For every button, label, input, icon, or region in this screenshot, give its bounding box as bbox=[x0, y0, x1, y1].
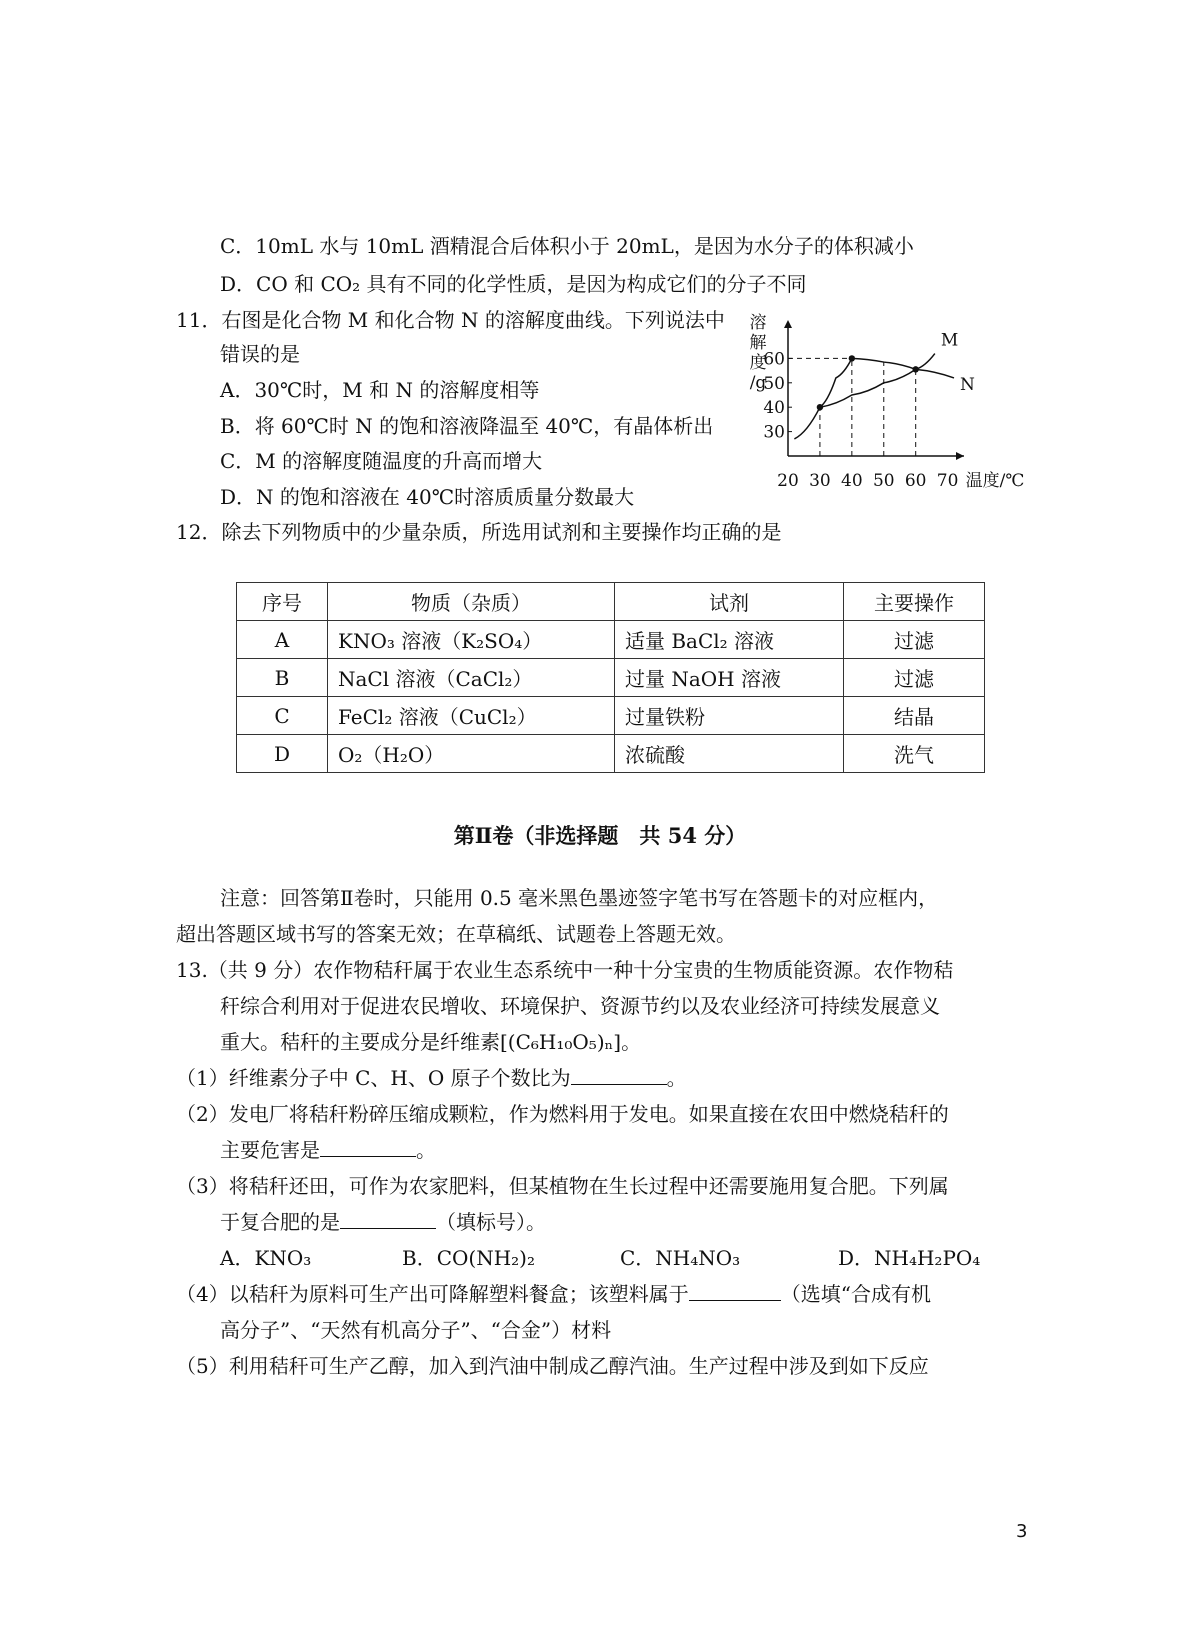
q11-option-d: D．N 的饱和溶液在 40℃时溶质质量分数最大 bbox=[220, 485, 635, 509]
page-number: 3 bbox=[1016, 1521, 1028, 1542]
table-row bbox=[237, 621, 985, 659]
table-cell: C bbox=[237, 697, 328, 735]
q13-part1-text: （1）纤维素分子中 C、H、O 原子个数比为 bbox=[176, 1066, 571, 1090]
table-header-cell: 主要操作 bbox=[844, 583, 985, 621]
table-header-cell: 物质（杂质） bbox=[328, 583, 615, 621]
answer-blank-3[interactable] bbox=[340, 1208, 436, 1229]
q13-option-b: B．CO(NH₂)₂ bbox=[402, 1246, 535, 1270]
q11-option-a: A．30℃时，M 和 N 的溶解度相等 bbox=[220, 378, 540, 402]
x-tick-label: 40 bbox=[841, 471, 863, 491]
q13-part2-end: 。 bbox=[416, 1138, 436, 1162]
series-label-M: M bbox=[940, 330, 959, 351]
answer-blank-1[interactable] bbox=[571, 1064, 667, 1085]
q13-option-a: A．KNO₃ bbox=[220, 1246, 312, 1270]
table-cell: 洗气 bbox=[844, 735, 985, 773]
answer-blank-4[interactable] bbox=[689, 1280, 781, 1301]
q13-part2-line1: （2）发电厂将秸秆粉碎压缩成颗粒，作为燃料用于发电。如果直接在农田中燃烧秸秆的 bbox=[176, 1102, 949, 1126]
table-cell: D bbox=[237, 735, 328, 773]
q13-part4-text: （4）以秸秆为原料可生产出可降解塑料餐盒；该塑料属于 bbox=[176, 1282, 689, 1306]
q13-part3-line2 bbox=[220, 1208, 546, 1236]
x-axis-label: 温度/℃ bbox=[965, 471, 1025, 491]
table-cell: A bbox=[237, 621, 328, 659]
y-tick-label: 50 bbox=[763, 373, 785, 394]
q13-part4-end: （选填“合成有机 bbox=[780, 1282, 931, 1306]
section-title: 第Ⅱ卷（非选择题 共 54 分） bbox=[453, 823, 747, 848]
table-row bbox=[237, 735, 985, 773]
q13-stem-line1: 13.（共 9 分）农作物秸秆属于农业生态系统中一种十分宝贵的生物质能资源。农作物秸 bbox=[176, 958, 954, 982]
table-header-cell: 试剂 bbox=[615, 583, 844, 621]
x-tick-label: 70 bbox=[936, 471, 959, 491]
x-tick-label: 20 bbox=[777, 471, 799, 491]
table-cell: B bbox=[237, 659, 328, 697]
notice-line2: 超出答题区域书写的答案无效；在草稿纸、试题卷上答题无效。 bbox=[176, 922, 736, 946]
y-tick-label: 60 bbox=[763, 349, 785, 370]
y-tick-label: 30 bbox=[763, 422, 785, 443]
table-cell: FeCl₂ 溶液（CuCl₂） bbox=[328, 697, 615, 735]
q11-option-b: B．将 60℃时 N 的饱和溶液降温至 40℃，有晶体析出 bbox=[220, 414, 714, 438]
y-axis-label: /g bbox=[749, 373, 767, 393]
table-cell: 过滤 bbox=[844, 659, 985, 697]
table-cell: 浓硫酸 bbox=[615, 735, 844, 773]
x-tick-label: 60 bbox=[904, 471, 927, 491]
notice-line1: 注意：回答第Ⅱ卷时，只能用 0.5 毫米黑色墨迹签字笔书写在答题卡的对应框内， bbox=[220, 886, 939, 910]
table-header-cell: 序号 bbox=[237, 583, 328, 621]
q13-part3-end: （填标号）。 bbox=[436, 1210, 546, 1234]
table-cell: 过量铁粉 bbox=[615, 697, 844, 735]
q12-table bbox=[236, 582, 985, 773]
q13-part4-line2: 高分子”、“天然有机高分子”、“合金”）材料 bbox=[220, 1318, 612, 1342]
q13-part5-line1: （5）利用秸秆可生产乙醇，加入到汽油中制成乙醇汽油。生产过程中涉及到如下反应 bbox=[176, 1354, 929, 1378]
q10-option-d: D．CO 和 CO₂ 具有不同的化学性质，是因为构成它们的分子不同 bbox=[220, 272, 807, 296]
q13-part3-text: 于复合肥的是 bbox=[220, 1210, 340, 1234]
q13-option-d: D．NH₄H₂PO₄ bbox=[838, 1246, 981, 1270]
table-row bbox=[237, 697, 985, 735]
q13-part2-text: 主要危害是 bbox=[220, 1138, 320, 1162]
x-axis-arrow bbox=[956, 452, 964, 460]
answer-blank-2[interactable] bbox=[320, 1136, 416, 1157]
q13-option-c: C．NH₄NO₃ bbox=[620, 1246, 741, 1270]
series-label-N: N bbox=[960, 374, 975, 395]
table-cell: 适量 BaCl₂ 溶液 bbox=[615, 621, 844, 659]
x-tick-label: 50 bbox=[872, 471, 895, 491]
data-point bbox=[912, 366, 918, 372]
data-point bbox=[849, 355, 855, 361]
series-line-M bbox=[794, 354, 934, 439]
table-cell: 过量 NaOH 溶液 bbox=[615, 659, 844, 697]
q11-stem-line2: 错误的是 bbox=[220, 342, 300, 366]
data-point bbox=[817, 404, 823, 410]
q13-part4-line1 bbox=[176, 1280, 931, 1308]
table-cell: KNO₃ 溶液（K₂SO₄） bbox=[328, 621, 615, 659]
table-cell: NaCl 溶液（CaCl₂） bbox=[328, 659, 615, 697]
q13-stem-line3: 重大。秸秆的主要成分是纤维素[(C₆H₁₀O₅)ₙ]。 bbox=[220, 1030, 642, 1054]
y-tick-label: 40 bbox=[763, 398, 785, 419]
solubility-chart bbox=[749, 313, 1025, 500]
q11-stem-line1: 11．右图是化合物 M 和化合物 N 的溶解度曲线。下列说法中 bbox=[176, 308, 725, 332]
table-header-row bbox=[237, 583, 985, 621]
q13-part2-line2 bbox=[220, 1136, 436, 1164]
y-axis-label: 解 bbox=[749, 333, 767, 353]
table-cell: 过滤 bbox=[844, 621, 985, 659]
x-tick-label: 30 bbox=[809, 471, 831, 491]
q12-stem: 12．除去下列物质中的少量杂质，所选用试剂和主要操作均正确的是 bbox=[176, 520, 782, 544]
q13-part1-end: 。 bbox=[666, 1066, 687, 1090]
q13-part3-line1: （3）将秸秆还田，可作为农家肥料，但某植物在生长过程中还需要施用复合肥。下列属 bbox=[176, 1174, 949, 1198]
q10-option-c: C．10mL 水与 10mL 酒精混合后体积小于 20mL，是因为水分子的体积减小 bbox=[220, 234, 914, 258]
q13-part1 bbox=[176, 1064, 687, 1092]
y-axis-label: 度 bbox=[749, 353, 767, 373]
y-axis-label: 溶 bbox=[749, 313, 767, 333]
table-cell: O₂（H₂O） bbox=[328, 735, 615, 773]
table-row bbox=[237, 659, 985, 697]
q13-stem-line2: 秆综合利用对于促进农民增收、环境保护、资源节约以及农业经济可持续发展意义 bbox=[220, 994, 940, 1018]
q11-option-c: C．M 的溶解度随温度的升高而增大 bbox=[220, 449, 543, 473]
table-cell: 结晶 bbox=[844, 697, 985, 735]
y-axis-arrow bbox=[784, 320, 792, 328]
